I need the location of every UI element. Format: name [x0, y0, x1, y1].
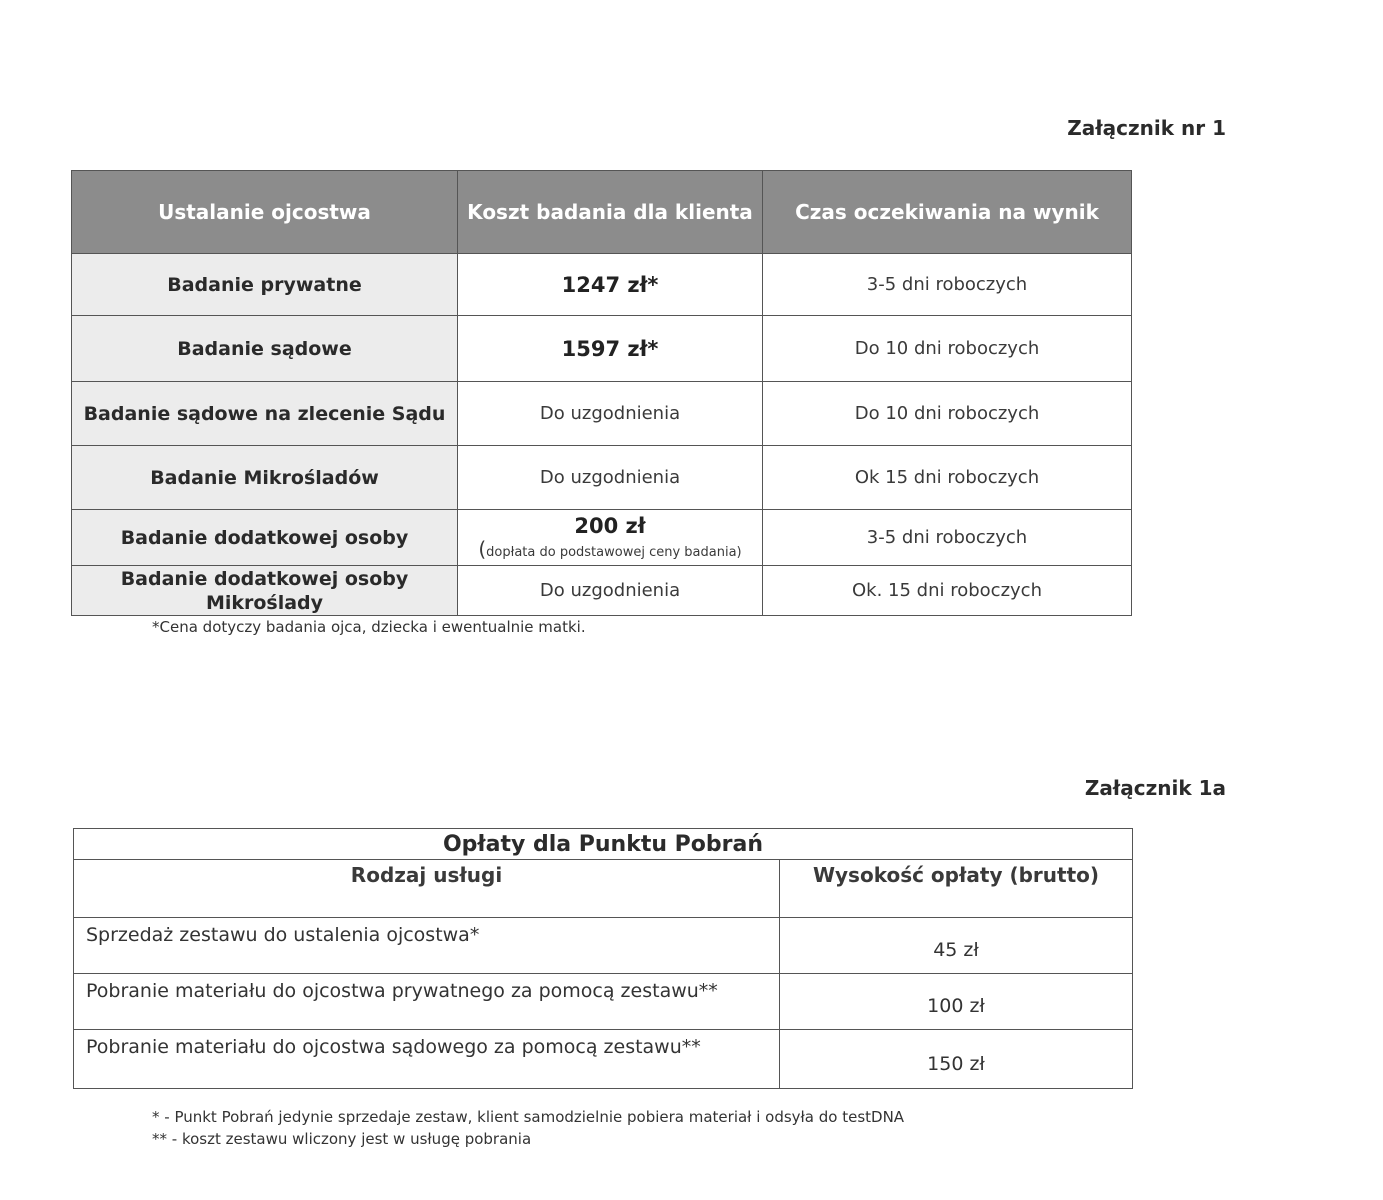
footnote-line: * - Punkt Pobrań jedynie sprzedaje zestaw, klient samodzielnie pobiera materiał i odsyła do testDNA — [152, 1108, 905, 1126]
row-name: Badanie dodatkowej osoby Mikroślady — [72, 566, 458, 616]
row-time: Do 10 dni roboczych — [763, 316, 1132, 382]
table-row — [72, 510, 1132, 566]
table-row — [74, 918, 1133, 974]
table-row — [72, 566, 1132, 616]
service-name: Pobranie materiału do ojcostwa prywatnego za pomocą zestawu** — [74, 974, 780, 1030]
attachment-title-1: Załącznik nr 1 — [1067, 116, 1226, 140]
table-row — [72, 254, 1132, 316]
service-name: Sprzedaż zestawu do ustalenia ojcostwa* — [74, 918, 780, 974]
price-footnote: *Cena dotyczy badania ojca, dziecka i ewentualnie matki. — [152, 618, 586, 636]
header-cost: Koszt badania dla klienta — [458, 171, 763, 254]
table-row — [72, 316, 1132, 382]
row-name: Badanie dodatkowej osoby — [72, 510, 458, 566]
row-name: Badanie prywatne — [72, 254, 458, 316]
row-cost-note: (dopłata do podstawowej ceny badania) — [478, 536, 742, 561]
table-header-row — [72, 171, 1132, 254]
row-time: 3-5 dni roboczych — [763, 510, 1132, 566]
service-name: Pobranie materiału do ojcostwa sądowego za pomocą zestawu** — [74, 1030, 780, 1089]
row-cost: Do uzgodnienia — [458, 446, 763, 510]
footnote-line: ** - koszt zestawu wliczony jest w usługę pobrania — [152, 1130, 532, 1148]
table-row — [72, 382, 1132, 446]
table-row — [74, 974, 1133, 1030]
row-time: Ok 15 dni roboczych — [763, 446, 1132, 510]
table-row — [72, 446, 1132, 510]
row-cost-value: 200 zł — [574, 513, 646, 538]
table-header-row — [74, 860, 1133, 918]
row-name: Badanie sądowe na zlecenie Sądu — [72, 382, 458, 446]
row-cost: Do uzgodnienia — [458, 566, 763, 616]
paternity-test-price-table — [71, 170, 1132, 616]
fees-footnotes — [152, 1106, 904, 1150]
table-title: Opłaty dla Punktu Pobrań — [74, 829, 1133, 860]
header-service-type: Rodzaj usługi — [74, 860, 780, 918]
service-fee: 150 zł — [780, 1030, 1133, 1089]
row-time: Do 10 dni roboczych — [763, 382, 1132, 446]
row-name: Badanie sądowe — [72, 316, 458, 382]
table-title-row — [74, 829, 1133, 860]
row-cost — [458, 510, 763, 566]
header-wait-time: Czas oczekiwania na wynik — [763, 171, 1132, 254]
service-fee: 45 zł — [780, 918, 1133, 974]
row-time: Ok. 15 dni roboczych — [763, 566, 1132, 616]
row-cost: 1597 zł* — [458, 316, 763, 382]
row-cost: Do uzgodnienia — [458, 382, 763, 446]
collection-point-fees-table — [73, 828, 1133, 1089]
header-fee-amount: Wysokość opłaty (brutto) — [780, 860, 1133, 918]
service-fee: 100 zł — [780, 974, 1133, 1030]
row-cost: 1247 zł* — [458, 254, 763, 316]
header-paternity: Ustalanie ojcostwa — [72, 171, 458, 254]
row-name: Badanie Mikrośladów — [72, 446, 458, 510]
row-time: 3-5 dni roboczych — [763, 254, 1132, 316]
attachment-title-1a: Załącznik 1a — [1084, 776, 1226, 800]
table-row — [74, 1030, 1133, 1089]
